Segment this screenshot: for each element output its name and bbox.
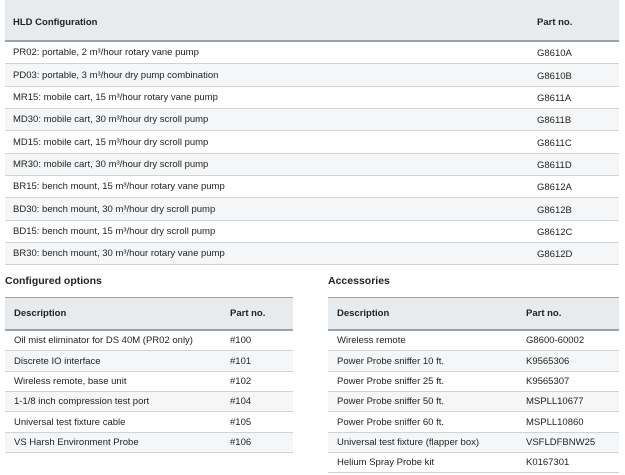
accessories-title: Accessories xyxy=(328,275,390,287)
table-row xyxy=(5,64,619,86)
table-row xyxy=(5,220,619,242)
column-header-description: Description xyxy=(5,298,221,331)
row-description: MR15: mobile cart, 15 m³/hour rotary vane pump xyxy=(5,86,521,108)
row-description: VS Harsh Environment Probe xyxy=(5,432,221,452)
row-part-number: G8612B xyxy=(521,198,619,220)
row-description: Helium Spray Probe kit xyxy=(328,453,518,473)
table-row xyxy=(5,432,293,452)
row-description: Power Probe sniffer 60 ft. xyxy=(328,412,518,432)
column-header-part: Part no. xyxy=(521,0,619,41)
row-description: 1-1/8 inch compression test port xyxy=(5,392,221,412)
column-header-part: Part no. xyxy=(518,298,619,331)
configured-options-title: Configured options xyxy=(5,275,102,287)
row-description: MD15: mobile cart, 15 m³/hour dry scroll pump xyxy=(5,131,521,153)
table-row xyxy=(328,412,619,432)
column-header-description: HLD Configuration xyxy=(5,0,521,41)
row-part-number: G8610A xyxy=(521,41,619,64)
table-row xyxy=(328,432,619,452)
row-part-number: K9565307 xyxy=(518,371,619,391)
row-description: BR30: bench mount, 30 m³/hour rotary vane pump xyxy=(5,243,521,265)
row-description: Discrete IO interface xyxy=(5,351,221,371)
column-header-part: Part no. xyxy=(221,298,293,331)
row-description: BD15: bench mount, 15 m³/hour dry scroll pump xyxy=(5,220,521,242)
hld-configuration-table xyxy=(5,0,619,265)
table-row xyxy=(5,412,293,432)
table-row xyxy=(5,41,619,64)
row-part-number: G8610B xyxy=(521,64,619,86)
row-description: PD03: portable, 3 m³/hour dry pump combination xyxy=(5,64,521,86)
table-row xyxy=(5,176,619,198)
table-row xyxy=(5,153,619,175)
row-part-number: K0167301 xyxy=(518,453,619,473)
table-row xyxy=(5,131,619,153)
table-row xyxy=(5,86,619,108)
table-row xyxy=(5,371,293,391)
row-part-number: MSPLL10860 xyxy=(518,412,619,432)
row-part-number: #100 xyxy=(221,330,293,351)
table-row xyxy=(5,109,619,131)
accessories-table xyxy=(328,297,619,473)
row-part-number: #105 xyxy=(221,412,293,432)
row-part-number: #101 xyxy=(221,351,293,371)
table-header-row xyxy=(5,0,619,41)
row-description: Wireless remote, base unit xyxy=(5,371,221,391)
configured-options-table xyxy=(5,297,293,453)
row-part-number: G8611C xyxy=(521,131,619,153)
row-description: Power Probe sniffer 25 ft. xyxy=(328,371,518,391)
row-part-number: #106 xyxy=(221,432,293,452)
table-row xyxy=(328,371,619,391)
row-description: Universal test fixture (flapper box) xyxy=(328,432,518,452)
row-description: MR30: mobile cart, 30 m³/hour dry scroll pump xyxy=(5,153,521,175)
table-header-row xyxy=(328,298,619,331)
row-description: BR15: bench mount, 15 m³/hour rotary vane pump xyxy=(5,176,521,198)
row-part-number: G8612C xyxy=(521,220,619,242)
table-row xyxy=(5,243,619,265)
table-row xyxy=(328,453,619,473)
row-part-number: G8611D xyxy=(521,153,619,175)
table-row xyxy=(5,330,293,351)
row-part-number: G8611B xyxy=(521,109,619,131)
row-description: BD30: bench mount, 30 m³/hour dry scroll pump xyxy=(5,198,521,220)
row-part-number: #104 xyxy=(221,392,293,412)
row-part-number: G8612D xyxy=(521,243,619,265)
row-part-number: MSPLL10677 xyxy=(518,392,619,412)
row-description: Wireless remote xyxy=(328,330,518,351)
row-part-number: G8600-60002 xyxy=(518,330,619,351)
table-header-row xyxy=(5,298,293,331)
table-row xyxy=(328,330,619,351)
row-description: PR02: portable, 2 m³/hour rotary vane pump xyxy=(5,41,521,64)
row-description: MD30: mobile cart, 30 m³/hour dry scroll pump xyxy=(5,109,521,131)
row-part-number: VSFLDFBNW25 xyxy=(518,432,619,452)
row-description: Universal test fixture cable xyxy=(5,412,221,432)
table-row xyxy=(328,392,619,412)
table-row xyxy=(5,351,293,371)
table-row xyxy=(328,351,619,371)
table-row xyxy=(5,392,293,412)
row-part-number: G8611A xyxy=(521,86,619,108)
table-row xyxy=(5,198,619,220)
row-description: Oil mist eliminator for DS 40M (PR02 only) xyxy=(5,330,221,351)
column-header-description: Description xyxy=(328,298,518,331)
row-part-number: #102 xyxy=(221,371,293,391)
row-description: Power Probe sniffer 10 ft. xyxy=(328,351,518,371)
row-description: Power Probe sniffer 50 ft. xyxy=(328,392,518,412)
row-part-number: G8612A xyxy=(521,176,619,198)
row-part-number: K9565306 xyxy=(518,351,619,371)
